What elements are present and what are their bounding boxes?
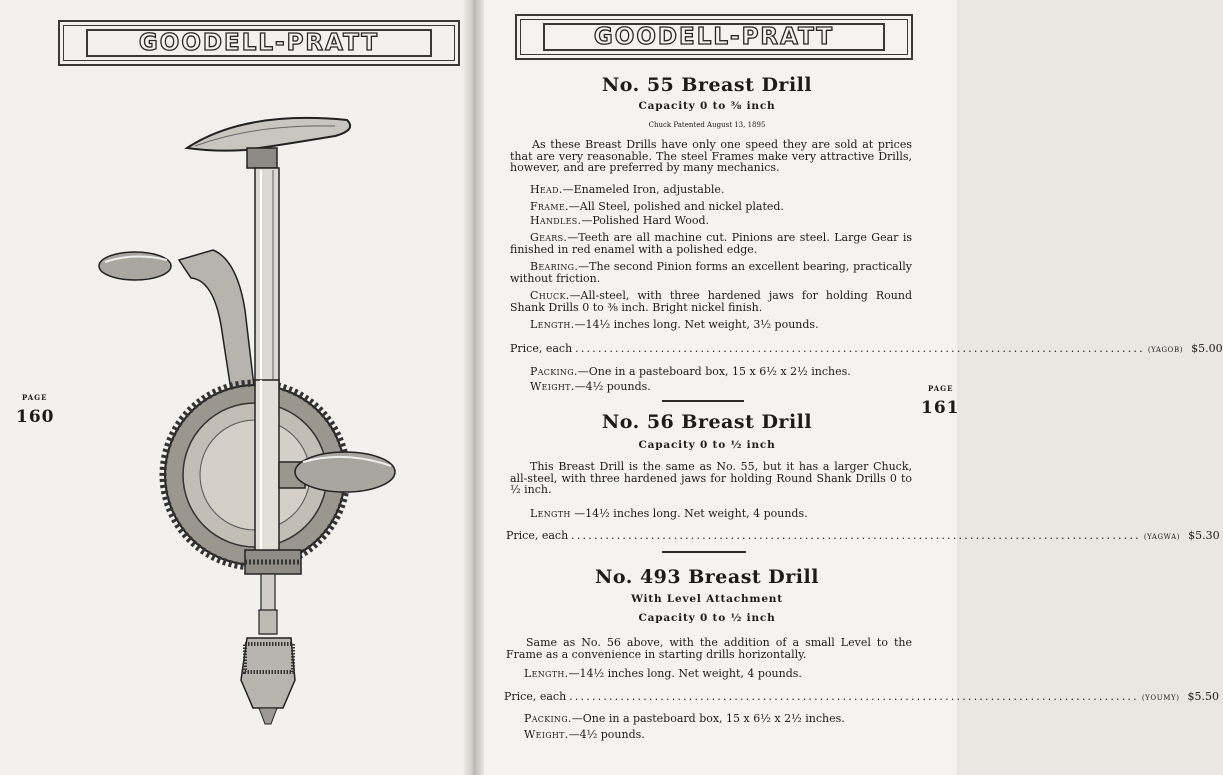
no56-price-leader: .................................................................................................... [571,529,1141,542]
section-divider-2 [662,551,746,553]
no56-price-label: Price, each [506,529,569,542]
no493-packing-text: —One in a pasteboard box, 15 x 6½ x 2½ inches. [571,712,845,725]
no493-price-code: (YOUMY) [1141,694,1180,702]
no493-price-label: Price, each [504,690,567,703]
no493-length-spec [524,667,802,680]
no493-price-leader: .................................................................................................... [569,690,1139,703]
left-header-banner [58,20,460,66]
no55-chuck-spec [510,290,912,313]
no55-frame-label: Frame. [530,200,569,213]
no55-weight-text: —4½ pounds. [574,380,651,393]
no55-price-label: Price, each [510,342,573,355]
no55-price: $5.00 [1191,342,1223,355]
book-gutter [462,0,484,775]
no493-weight-text: —4½ pounds. [568,728,645,741]
no55-packing-text: —One in a pasteboard box, 15 x 6½ x 2½ inches. [577,365,851,378]
no56-length-label: Length [530,507,571,520]
no55-capacity: Capacity 0 to ⅜ inch [638,100,776,112]
no55-price-row [510,342,1223,355]
no55-title: No. 55 Breast Drill [601,74,813,96]
no493-packing-spec [524,712,845,725]
no55-handles-spec [530,214,709,227]
right-page-number: 161 [921,398,960,418]
no55-gears-spec [510,232,912,255]
no56-price-code: (YAGWA) [1143,533,1181,541]
no56-price-row [506,529,1220,542]
breast-drill-illustration [95,110,405,730]
left-header-title: GOODELL-PRATT [86,29,432,57]
no55-price-code: (YAGOB) [1147,346,1184,354]
no55-patent-note: Chuck Patented August 13, 1895 [648,121,766,129]
no493-subtitle: With Level Attachment [631,593,783,605]
no55-bearing-text: —The second Pinion forms an excellent bearing, practically without friction. [510,260,912,285]
no493-packing-label: Packing. [524,712,572,725]
no56-price: $5.30 [1188,529,1220,542]
no55-bearing-spec [510,261,912,284]
no55-frame-spec [530,200,784,213]
no55-head-spec [530,183,724,196]
no493-capacity: Capacity 0 to ½ inch [638,612,776,624]
no55-weight-spec [530,380,651,393]
no55-price-leader: .................................................................................................... [575,342,1145,355]
no493-length-text: —14½ inches long. Net weight, 4 pounds. [568,667,802,680]
no56-title: No. 56 Breast Drill [601,411,813,433]
right-header-banner [515,14,913,60]
no493-price-row [504,690,1220,703]
right-page-label: PAGE [928,384,954,393]
no55-intro: As these Breast Drills have only one speed they are sold at prices that are very reasonable. The steel Frames make very attractive Drills, however, and are preferred by many mechanics. [510,138,912,174]
no55-handles-text: —Polished Hard Wood. [581,214,710,227]
no55-length-label: Length. [530,318,575,331]
no56-length-spec [530,507,808,520]
no55-head-label: Head. [530,183,563,196]
no56-description: This Breast Drill is the same as No. 55, but it has a larger Chuck, all-steel, with three hardened jaws for holding Round Shank Drills 0 to ½ inch. [510,460,912,496]
no55-length-text: —14½ inches long. Net weight, 3½ pounds. [574,318,819,331]
no55-head-text: —Enameled Iron, adjustable. [562,183,725,196]
no55-bearing-label: Bearing. [530,260,579,273]
right-header-title: GOODELL-PRATT [543,23,885,51]
no55-packing-spec [530,365,851,378]
no55-weight-label: Weight. [530,380,575,393]
no55-chuck-label: Chuck. [530,289,570,302]
no55-length-spec [530,318,819,331]
no55-handles-label: Handles. [530,214,582,227]
no55-gears-text: —Teeth are all machine cut. Pinions are steel. Large Gear is finished in red enamel with a polished edge. [510,231,912,256]
no55-chuck-text: —All-steel, with three hardened jaws for holding Round Shank Drills 0 to ⅜ inch. Bright nickel finish. [510,289,912,314]
left-page-label: PAGE [22,393,48,402]
section-divider-1 [662,400,744,402]
no55-packing-label: Packing. [530,365,578,378]
no493-weight-label: Weight. [524,728,569,741]
no493-length-label: Length. [524,667,569,680]
no493-price: $5.50 [1187,690,1220,703]
no56-capacity: Capacity 0 to ½ inch [638,439,776,451]
no55-gears-label: Gears. [530,231,568,244]
no493-description: Same as No. 56 above, with the addition of a small Level to the Frame as a convenience in starting drills horizontally. [506,636,912,661]
no493-title: No. 493 Breast Drill [595,566,819,588]
left-page-number: 160 [16,407,55,427]
no55-frame-text: —All Steel, polished and nickel plated. [568,200,784,213]
no493-weight-spec [524,728,645,741]
no56-length-text: —14½ inches long. Net weight, 4 pounds. [570,507,808,520]
